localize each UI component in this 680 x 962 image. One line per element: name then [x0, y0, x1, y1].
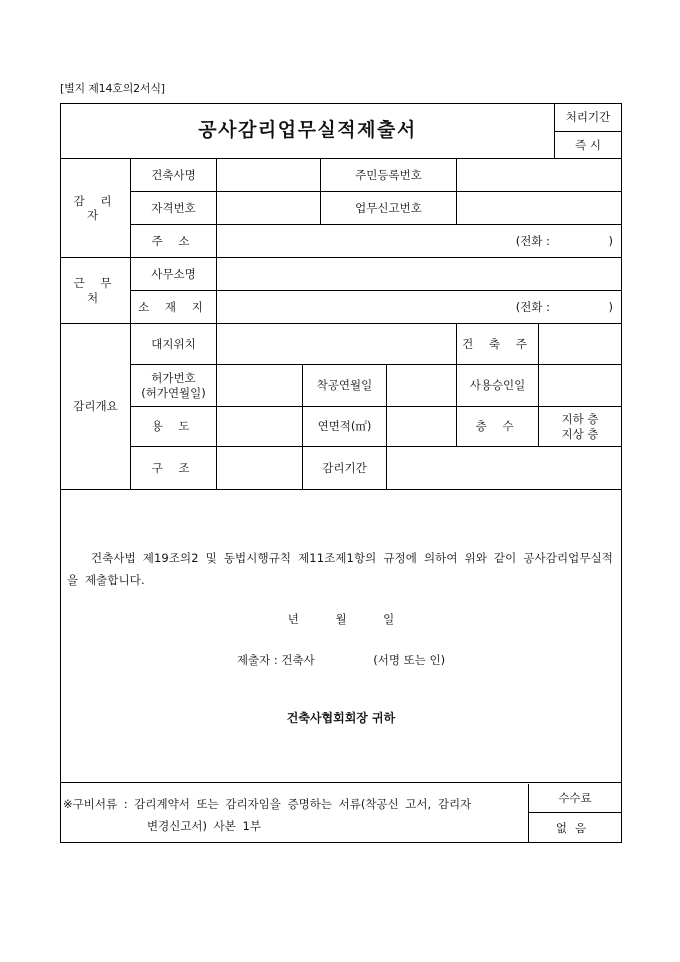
basement-floors-text: 지하 층: [561, 412, 599, 427]
resident-number-label: 주민등록번호: [321, 159, 457, 192]
address-label: 주 소: [131, 225, 217, 258]
permit-number-field[interactable]: [217, 365, 303, 407]
approval-date-label: 사용승인일: [457, 365, 539, 407]
above-ground-floors-text: 지상 층: [561, 426, 599, 441]
supervision-period-field[interactable]: [387, 447, 621, 490]
required-documents: [61, 784, 529, 842]
supervisor-phone-text: (전화 : ): [515, 233, 613, 248]
supervisor-section-label: 감 리 자: [61, 159, 131, 258]
location-label: 소 재 지: [131, 291, 217, 324]
processing-period-label: 처리기간: [555, 104, 621, 132]
overview-section-label: 감리개요: [61, 324, 131, 490]
office-location-field[interactable]: [217, 291, 621, 324]
site-location-field[interactable]: [217, 324, 457, 365]
business-report-number-field[interactable]: [457, 192, 621, 225]
site-location-label: 대지위치: [131, 324, 217, 365]
floor-area-label: 연면적(㎡): [303, 407, 387, 447]
owner-label: 건 축 주: [457, 324, 539, 365]
license-number-label: 자격번호: [131, 192, 217, 225]
permit-number-text: 허가번호: [151, 371, 196, 386]
permit-date-text: (허가연월일): [141, 385, 206, 400]
approval-date-field[interactable]: [539, 365, 621, 407]
license-number-field[interactable]: [217, 192, 321, 225]
office-name-label: 사무소명: [131, 258, 217, 291]
owner-field[interactable]: [539, 324, 621, 365]
architect-name-label: 건축사명: [131, 159, 217, 192]
office-name-field[interactable]: [217, 258, 621, 291]
permit-number-label: [131, 365, 217, 407]
use-field[interactable]: [217, 407, 303, 447]
processing-period-value: 즉 시: [555, 132, 621, 159]
business-report-number-label: 업무신고번호: [321, 192, 457, 225]
start-date-field[interactable]: [387, 365, 457, 407]
form-title: 공사감리업무실적제출서: [61, 104, 555, 159]
form-number-note: [별지 제14호의2서식]: [60, 82, 165, 95]
floors-label: 층 수: [457, 407, 539, 447]
submission-date[interactable]: 년 월 일: [287, 612, 395, 626]
structure-field[interactable]: [217, 447, 303, 490]
submitter-signature[interactable]: 제출자 : 건축사 (서명 또는 인): [236, 653, 446, 667]
floor-area-field[interactable]: [387, 407, 457, 447]
workplace-section-label: 근 무 처: [61, 258, 131, 324]
start-date-label: 착공연월일: [303, 365, 387, 407]
supervisor-address-field[interactable]: [217, 225, 621, 258]
floors-field[interactable]: [539, 407, 621, 447]
declaration-text: 건축사법 제19조의2 및 동법시행규칙 제11조제1항의 규정에 의하여 위와 같이 공사감리업무실적을 제출합니다.: [67, 551, 613, 587]
required-documents-line-1: ※구비서류 : 감리계약서 또는 감리자임을 증명하는 서류(착공신 고서, 감리자: [63, 797, 472, 811]
use-label: 용 도: [131, 407, 217, 447]
structure-label: 구 조: [131, 447, 217, 490]
resident-number-field[interactable]: [457, 159, 621, 192]
declaration-block: [61, 490, 621, 783]
supervision-period-label: 감리기간: [303, 447, 387, 490]
required-documents-line-2: 변경신고서) 사본 1부: [147, 819, 261, 833]
addressee: 건축사협회회장 귀하: [286, 711, 396, 725]
report-form: [60, 103, 622, 843]
workplace-phone-text: (전화 : ): [515, 299, 613, 314]
fee-value: 없음: [555, 820, 595, 835]
architect-name-field[interactable]: [217, 159, 321, 192]
fee-label: 수수료: [529, 784, 621, 813]
